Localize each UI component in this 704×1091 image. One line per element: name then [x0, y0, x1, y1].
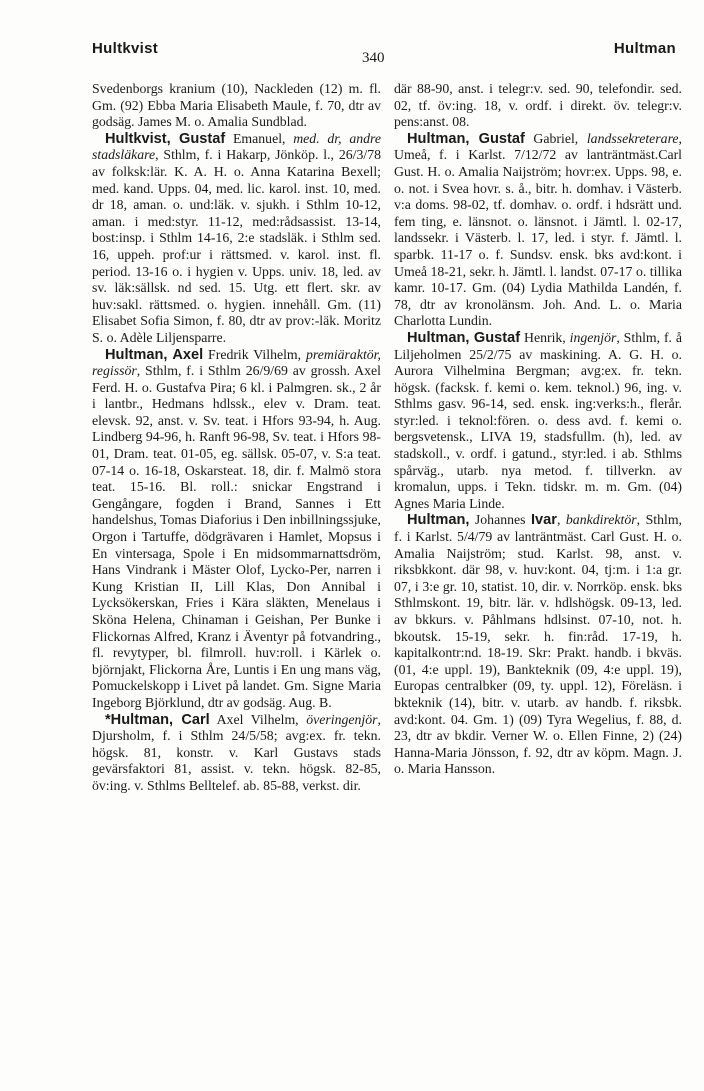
entry-hultman-gustaf-henrik	[394, 330, 682, 513]
entry-name: Hultman, Gustaf	[407, 130, 525, 147]
entry-given-names: Fredrik Vilhelm,	[203, 346, 306, 362]
entry-hultman-ivar	[394, 512, 682, 778]
entry-text: , Djursholm, f. i Sthlm 24/5/58; avg:ex. fr. tekn. högsk. 81, konstr. v. Karl Gustavs stads gevärsfaktori 81, assist. v. tekn. högsk. 82-85, öv:ing. v. Sthlms Belltelef. ab. 85-88, verkst. dir.	[92, 711, 381, 793]
entry-title: premiäraktör, regissör	[92, 346, 381, 379]
entry-name: Hultman, Axel	[105, 346, 204, 363]
entry-hultman-axel	[92, 347, 381, 712]
entry-continuation	[92, 81, 381, 131]
entry-name: Hultman, Gustaf	[407, 329, 521, 346]
entry-title: med. dr, andre stadsläkare	[92, 130, 381, 163]
entry-call-name: Ivar	[530, 512, 557, 529]
entry-hultman-gustaf-gabriel	[394, 131, 682, 330]
entry-hultkvist-gustaf	[92, 131, 381, 347]
entry-given-names: Axel Vilhelm,	[209, 711, 307, 727]
left-column	[92, 81, 381, 795]
entry-given-names: Gabriel,	[524, 130, 587, 146]
entry-text: , Sthlm, f. i Hakarp, Jönköp. l., 26/3/78 av folksk:lär. K. A. H. o. Anna Katarina Bexell; med. kand. Upps. 04, med. lic. karol. inst. 10, med. dr 18, aman. o. und:läk. v. sjukh. i Sthlm 10-12, aman. i med:styr. 11-12, med:rådsassist. 13-14, bost:insp. i Sthlm 14-16, 2:e stadsläk. i Sthlm sed. 16, uppeh. prof:ur i rättsmed. v. karol. inst. fl. period. 13-16 o. i hygien v. Upps. univ. 18, led. av sv. läk:sällsk. nd sed. 15. Utg. ett flert. skr. av huv:sakl. rättsmed. o. hygien. innehåll. Gm. (11) Elisabet Sofia Simon, f. 80, dtr av prov:-läk. Moritz S. o. Adèle Liljensparre.	[92, 147, 381, 345]
entry-name: Hultman,	[407, 512, 470, 529]
entry-title: ingenjör	[569, 329, 617, 345]
entry-given-names: Henrik,	[520, 329, 570, 345]
entry-title: överingenjör	[306, 711, 378, 727]
entry-name: Hultkvist, Gustaf	[105, 130, 226, 147]
right-column	[394, 81, 682, 778]
entry-text: där 88-90, anst. i telegr:v. sed. 90, telefondir. sed. 02, tf. öv:ing. 18, v. ordf. i direkt. öv. telegr:v. pens:anst. 08.	[394, 81, 682, 130]
page-number: 340	[362, 50, 385, 66]
entry-continuation	[394, 81, 682, 131]
header-right-word: Hultman	[613, 40, 676, 57]
entry-name: *Hultman, Carl	[105, 711, 210, 728]
running-header	[92, 40, 676, 68]
entry-given-names-suffix: ,	[556, 512, 566, 528]
entry-text: Svedenborgs kranium (10), Nackleden (12) m. fl. Gm. (92) Ebba Maria Elisabeth Maule, f. 70, dtr av godsäg. James M. o. Amalia Sundblad.	[92, 81, 381, 130]
entry-text: , Sthlm, f. å Liljeholmen 25/2/75 av maskining. A. G. H. o. Aurora Vilhelmina Bergman; avg:ex. fr. tekn. högsk. (facksk. f. kemi o. kem. teknol.) 96, ing. v. Sthlms gasv. 96-14, sed. ensk. ing:verks:h., flerår. styr:led. i teknol:fören. o. dess avd. f. kemi o. bergsvetensk., LIVA 19, stadsfullm. (h), led. av stadskoll., v. ordf. i gatund., styr:led. i ab. Sthlms spårväg., utarb. nya metod. f. tillverkn. av kromalun, upps. i Tekn. tidskr. m. m. Gm. (04) Agnes Maria Linde.	[394, 329, 682, 511]
header-left-word: Hultkvist	[92, 40, 159, 57]
entry-title: bankdirektör	[565, 512, 637, 528]
entry-title: landssekreterare	[586, 130, 679, 146]
entry-text: , Sthlm, f. i Sthlm 26/9/69 av grossh. Axel Ferd. H. o. Gustafva Pira; 6 kl. i Palmgren. sk., 2 år i lantbr., Hedmans hdlssk., elev v. Dram. teat. elevsk. 92, anst. v. Sv. teat. i Hfors 93-94, h. Aug. Lindberg 94-96, h. Ranft 96-98, Sv. teat. i Hfors 98-01, Dram. teat. 01-05, eg. sällsk. 05-07, v. S:a teat. 07-14 o. 16-18, Oskarsteat. 18, dir. f. Malmö stora teat. 15-16. Bl. roll.: snickar Engstrand i Gengångare, fogden i Brand, Sannes i Ett handelshus, Tomas Diaforius i Den inbillningssjuke, Orgon i Tartuffe, dödgrävaren i Hamlet, Mopsus i En vintersaga, Spole i En midsommarnattsdröm, Hans Vindrank i Mäster Olof, Lycko-Per, narren i Kung Kristian II, Lill Klas, Don Annibal i Lycksökerskan, Fries i Kära släkten, Menelaus i Sköna Helena, Chinaman i Geishan, Per Bunke i Flickornas Alfred, Kranz i Äventyr på fotvandring., fl. revytyper, bl. filmroll. huv:roll. i Kärlek o. björnjakt, Flickorna Åre, Luntis i En ung mans väg, Pomuckelskopp i Livet på landet. Gm. Signe Maria Ingeborg Björklund, dtr av godsäg. Aug. B.	[92, 363, 381, 710]
entry-hultman-carl	[92, 712, 381, 795]
entry-given-names: Emanuel,	[225, 130, 294, 146]
entry-given-names: Johannes	[469, 512, 531, 528]
entry-text: , Sthlm, f. i Karlst. 5/4/79 av lanträntmäst. Carl Gust. H. o. Amalia Naijström; stud. Karlst. 98, anst. v. riksbkkont. där 98, v. huv:kont. 04, tj:m. i 1:a gr. 07, i 3:e gr. 10, statist. 10, dir. v. Norrköp. ensk. bks Sthlmskont. 19, bitr. lär. v. hdlshögsk. 09-13, led. av bkkurs. v. Påhlmans hdlsinst. 07-10, not. h. bkoutsk. 15-19, sekr. h. fin:råd. 17-19, h. kapitalkontr:nd. 18-19. Skr: Prakt. handb. i bkväs. (01, 4:e uppl. 19), Bankteknik (09, 4:e uppl. 19), Europas centralbker (09, ty. uppl. 12), Föreläsn. i bkteknik (14), bitr. v. utarb. av handb. f. riksbk. avd:kont. 04. Gm. 1) (09) Tyra Wegelius, f. 88, d. 23, dtr av bkdir. Verner W. o. Ellen Finne, 2) (24) Hanna-Maria Jönsson, f. 92, dtr av köpm. Magn. J. o. Maria Hansson.	[394, 512, 683, 777]
entry-text: , Umeå, f. i Karlst. 7/12/72 av lanträntmäst.Carl Gust. H. o. Amalia Naijström; hovr:ex. Upps. 98, e. o. not. i Svea hovr. s. å., bitr. h. domhav. i Västerb. v:a doms. 98-02, tf. domhav. o. ordf. i hdsrätt und. fem ting, e. länsnot. o. länsnot. i Jämtl. l. 02-17, landssekr. i Västerb. l. 17, led. i styr. f. Jämtl. l. sparbk. 11-17 o. f. Sundsv. ensk. bks avd:kont. i Umeå 18-21, sekr. h. Jämtl. l. landst. 07-17 o. tillika kamr. 10-17. Gm. (04) Lydia Mathilda Landén, f. 78, dtr av kronolänsm. Joh. And. L. o. Maria Charlotta Lundin.	[394, 130, 682, 329]
